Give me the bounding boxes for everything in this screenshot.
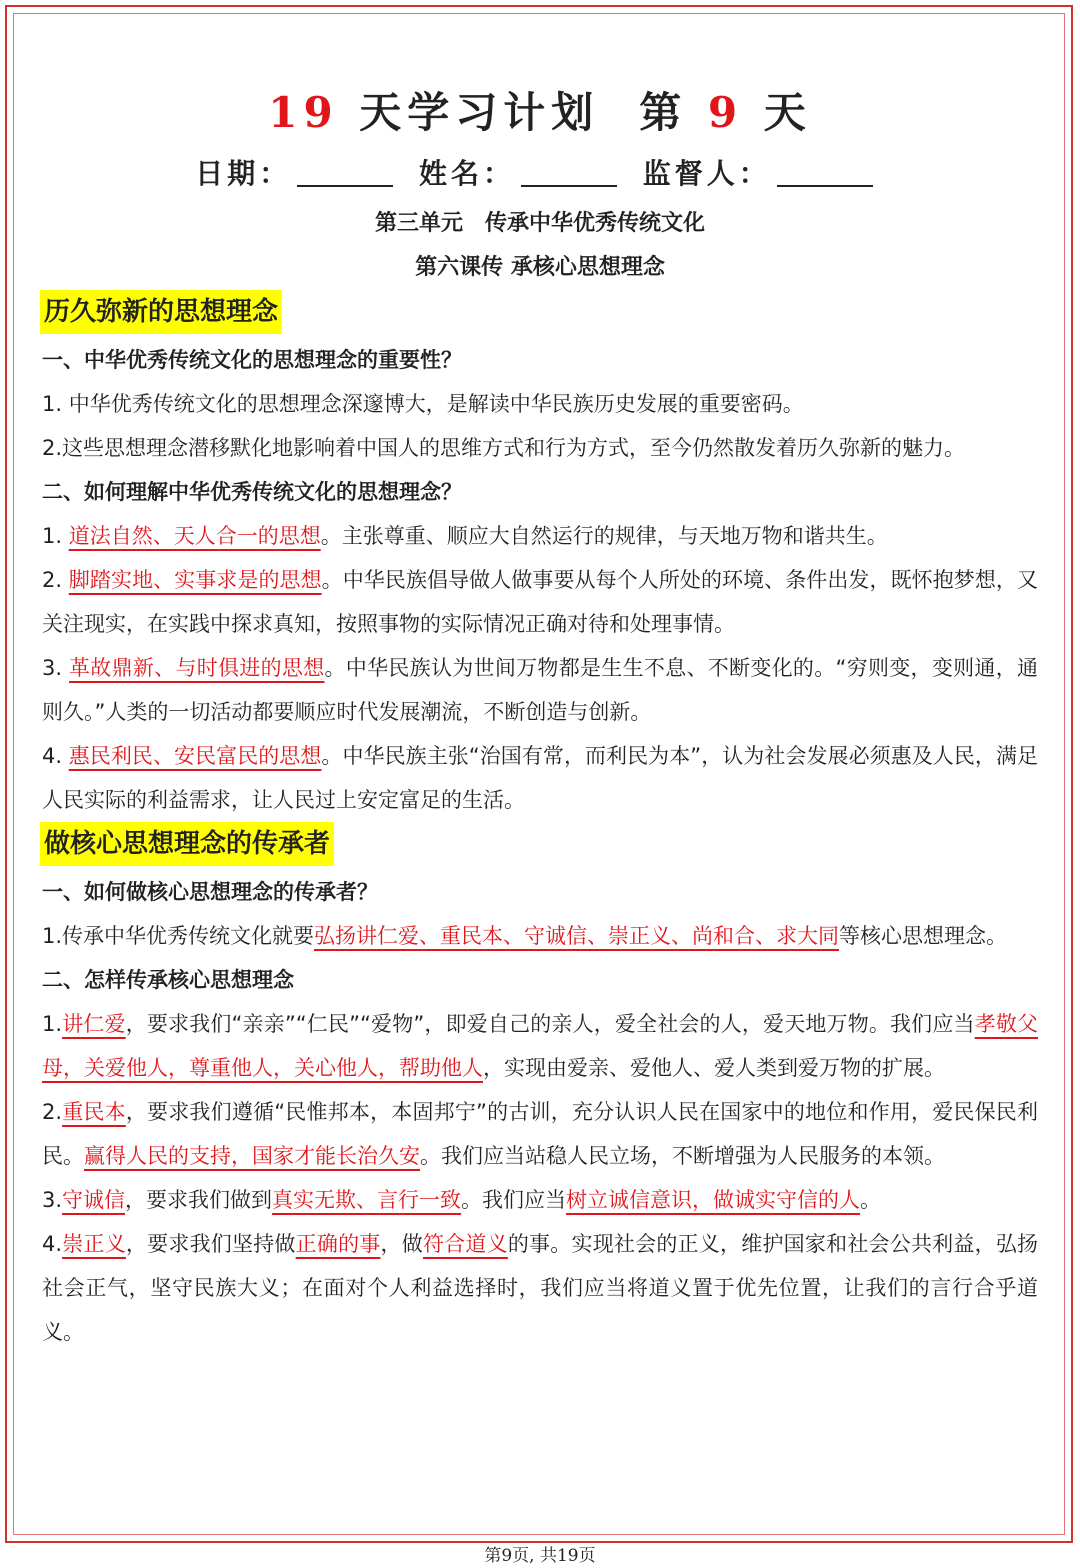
title-day-suffix: 天 [743,88,812,137]
paragraph: 1.讲仁爱，要求我们“亲亲”“仁民”“爱物”，即爱自己的亲人，爱全社会的人，爱天地万物。我们应当孝敬父母，关爱他人，尊重他人，关心他人，帮助他人，实现由爱亲、爱他人、爱人类到爱万物的扩展。 [42,1012,1038,1080]
title-text: 天学习计划 [338,88,600,137]
paragraph: 3.守诚信，要求我们做到真实无欺、言行一致。我们应当树立诚信意识，做诚实守信的人。 [42,1188,882,1212]
name-blank[interactable] [521,155,617,187]
key-phrase: 道法自然、天人合一的思想 [68,524,321,548]
key-phrase: 孝敬父母，关爱他人，尊重他人，关心他人，帮助他人 [42,1012,1038,1080]
key-phrase: 脚踏实地、实事求是的思想 [68,568,322,592]
date-blank[interactable] [297,155,393,187]
date-label: 日期： [195,157,292,190]
question-heading: 一、中华优秀传统文化的思想理念的重要性？ [42,348,462,372]
key-phrase: 正确的事 [295,1232,381,1256]
key-phrase: 守诚信 [62,1188,126,1212]
key-phrase: 赢得人民的支持，国家才能长治久安 [84,1144,420,1168]
key-phrase: 树立诚信意识，做诚实守信的人 [566,1188,861,1212]
question-heading: 二、如何理解中华优秀传统文化的思想理念？ [42,480,462,504]
info-line [42,146,1038,202]
supervisor-label: 监督人： [642,157,771,190]
key-phrase: 革故鼎新、与时俱进的思想 [69,656,325,680]
key-phrase: 崇正义 [62,1232,126,1256]
title-day-number: 9 [707,88,744,137]
page-footer: 第9页, 共19页 [484,1546,596,1566]
paragraph: 1. 中华优秀传统文化的思想理念深邃博大，是解读中华民族历史发展的重要密码。 [42,392,804,416]
name-label: 姓名： [418,157,515,190]
page-title [42,80,1038,146]
title-day-prefix: 第 [639,88,708,137]
section-heading-2: 做核心思想理念的传承者 [40,822,334,866]
paragraph: 2.重民本，要求我们遵循“民惟邦本，本固邦宁”的古训，充分认识人民在国家中的地位和作用，爱民保民利民。赢得人民的支持，国家才能长治久安。我们应当站稳人民立场，不断增强为人民服务的本领。 [42,1100,1039,1168]
paragraph: 3. 革故鼎新、与时俱进的思想。中华民族认为世间万物都是生生不息、不断变化的。“穷则变，变则通，通则久。”人类的一切活动都要顺应时代发展潮流，不断创造与创新。 [42,656,1038,724]
paragraph: 1. 道法自然、天人合一的思想。主张尊重、顺应大自然运行的规律，与天地万物和谐共生。 [42,524,888,548]
paragraph: 1.传承中华优秀传统文化就要弘扬讲仁爱、重民本、守诚信、崇正义、尚和合、求大同等核心思想理念。 [42,924,1008,948]
key-phrase: 弘扬讲仁爱、重民本、守诚信、崇正义、尚和合、求大同 [314,924,840,948]
paragraph: 4.崇正义，要求我们坚持做正确的事，做符合道义的事。实现社会的正义，维护国家和社会公共利益，弘扬社会正气，坚守民族大义；在面对个人利益选择时，我们应当将道义置于优先位置，让我们的言行合乎道义。 [42,1232,1039,1344]
paragraph: 2. 脚踏实地、实事求是的思想。中华民族倡导做人做事要从每个人所处的环境、条件出发，既怀抱梦想，又关注现实，在实践中探求真知，按照事物的实际情况正确对待和处理事情。 [42,568,1039,636]
question-heading: 二、怎样传承核心思想理念 [42,968,294,992]
key-phrase: 重民本 [62,1100,126,1124]
paragraph: 4. 惠民利民、安民富民的思想。中华民族主张“治国有常，而利民为本”，认为社会发展必须惠及人民，满足人民实际的利益需求，让人民过上安定富足的生活。 [42,744,1038,812]
document-content [42,80,1038,1354]
key-phrase: 讲仁爱 [62,1012,126,1036]
unit-title: 第三单元 传承中华优秀传统文化 [374,211,705,236]
title-number: 19 [268,88,339,137]
question-heading: 一、如何做核心思想理念的传承者？ [42,880,378,904]
key-phrase: 符合道义 [422,1232,508,1256]
key-phrase: 真实无欺、言行一致 [272,1188,462,1212]
key-phrase: 惠民利民、安民富民的思想 [68,744,322,768]
paragraph: 2.这些思想理念潜移默化地影响着中国人的思维方式和行为方式，至今仍然散发着历久弥新的魅力。 [42,436,966,460]
section-heading-1: 历久弥新的思想理念 [40,290,282,334]
lesson-title: 第六课传 承核心思想理念 [415,255,665,280]
supervisor-blank[interactable] [777,155,873,187]
